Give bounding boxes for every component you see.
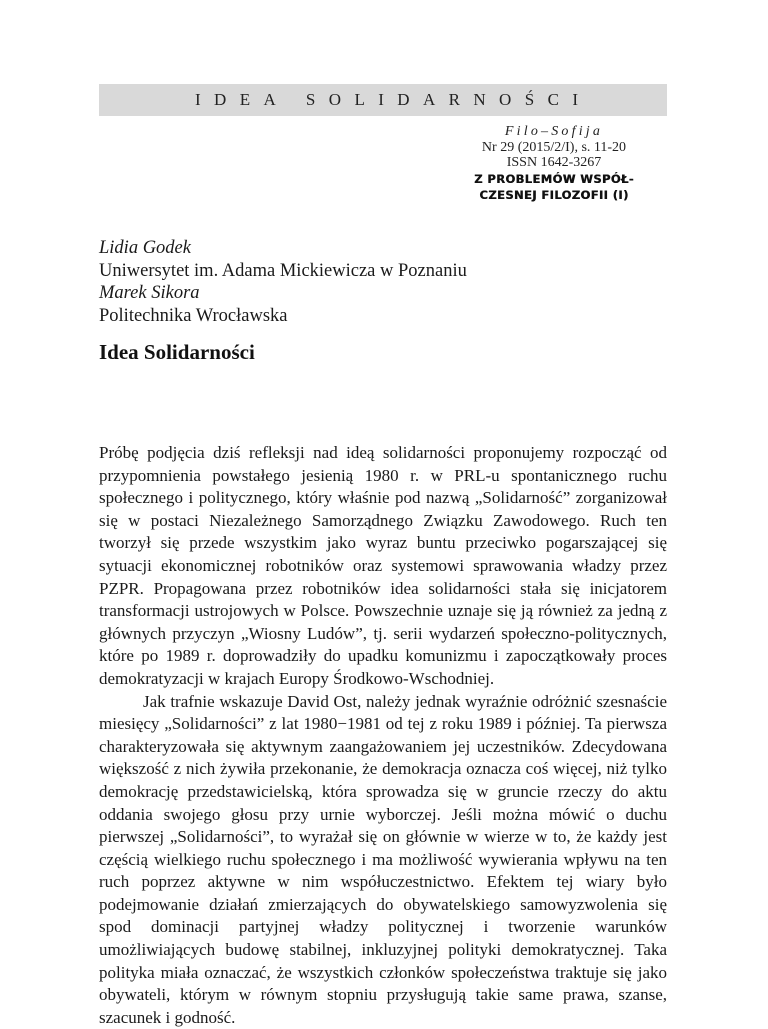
paper-title: Idea Solidarności	[99, 340, 255, 364]
author-name: Marek Sikora	[99, 283, 200, 304]
author-list	[99, 237, 467, 327]
article-body	[99, 442, 667, 1029]
citation-block	[444, 124, 664, 203]
author-affiliation: Politechnika Wrocławska	[99, 305, 288, 326]
series-name-line1: Z PROBLEMÓW WSPÓŁ-	[474, 171, 634, 186]
author-affiliation: Uniwersytet im. Adama Mickiewicza w Poznaniu	[99, 260, 467, 281]
journal-name: Filo–Sofija	[504, 124, 604, 139]
running-header	[99, 84, 667, 116]
body-paragraph: Próbę podjęcia dziś refleksji nad ideą solidarności proponujemy rozpocząć od przypomnienia powstałego jesienią 1980 r. w PRL-u spontanicznego ruchu społecznego i politycznego, który właśnie pod nazwą „Solidarność” zorganizował się w postaci Niezależnego Samorządnego Związku Zawodowego. Ruch ten tworzył się przede wszystkim jako wyraz buntu przeciwko pogarszającej się sytuacji ekonomicznej robotników oraz systemowi sprawowania władzy przez PZPR. Propagowana przez robotników idea solidarności stała się inicjatorem transformacji ustrojowych w Polsce. Powszechnie uznaje się ją również za jedną z głównych przyczyn „Wiosny Ludów”, tj. serii wydarzeń społeczno-politycznych, które po 1989 r. doprowadziły do upadku komunizmu i zapoczątkowały proces demokratyzacji w krajach Europy Środkowo-Wschodniej.	[99, 443, 667, 688]
issn: ISSN 1642-3267	[506, 155, 602, 170]
running-header-title: IDEA SOLIDARNOŚCI	[195, 90, 592, 109]
series-name-line2: CZESNEJ FILOZOFII (I)	[479, 187, 629, 202]
issue-info: Nr 29 (2015/2/I), s. 11-20	[481, 139, 627, 155]
body-paragraph: Jak trafnie wskazuje David Ost, należy jednak wyraźnie odróżnić szesnaście miesięcy „Solidarności” z lat 1980−1981 od tej z roku 1989 i później. Ta pierwsza charakteryzowała się aktywnym zaangażowaniem jej uczestników. Zdecydowana większość z nich żywiła przekonanie, że demokracja oznacza coś więcej, niż tylko demokrację przedstawicielską, która sprowadza się w gruncie rzeczy do aktu oddania swojego głosu przy urnie wyborczej. Jeśli można mówić o duchu pierwszej „Solidarności”, to wyrażał się on głównie w wierze w to, że każdy jest częścią wielkiego ruchu społecznego i ma możliwość wywierania wpływu na ten ruch poprzez aktywne w nim współuczestnictwo. Efektem tej wiary było podejmowanie działań zmierzających do obywatelskiego samowyzwolenia się spod dominacji partyjnej władzy politycznej i tworzenie warunków umożliwiających budowę stabilnej, inkluzyjnej polityki demokratycznej. Taka polityka miała oznaczać, że wszystkich członków społeczeństwa traktuje się jako obywateli, którym w równym stopniu przysługują takie same prawa, szanse, szacunek i godność.	[99, 691, 667, 1027]
author-name: Lidia Godek	[99, 238, 191, 258]
